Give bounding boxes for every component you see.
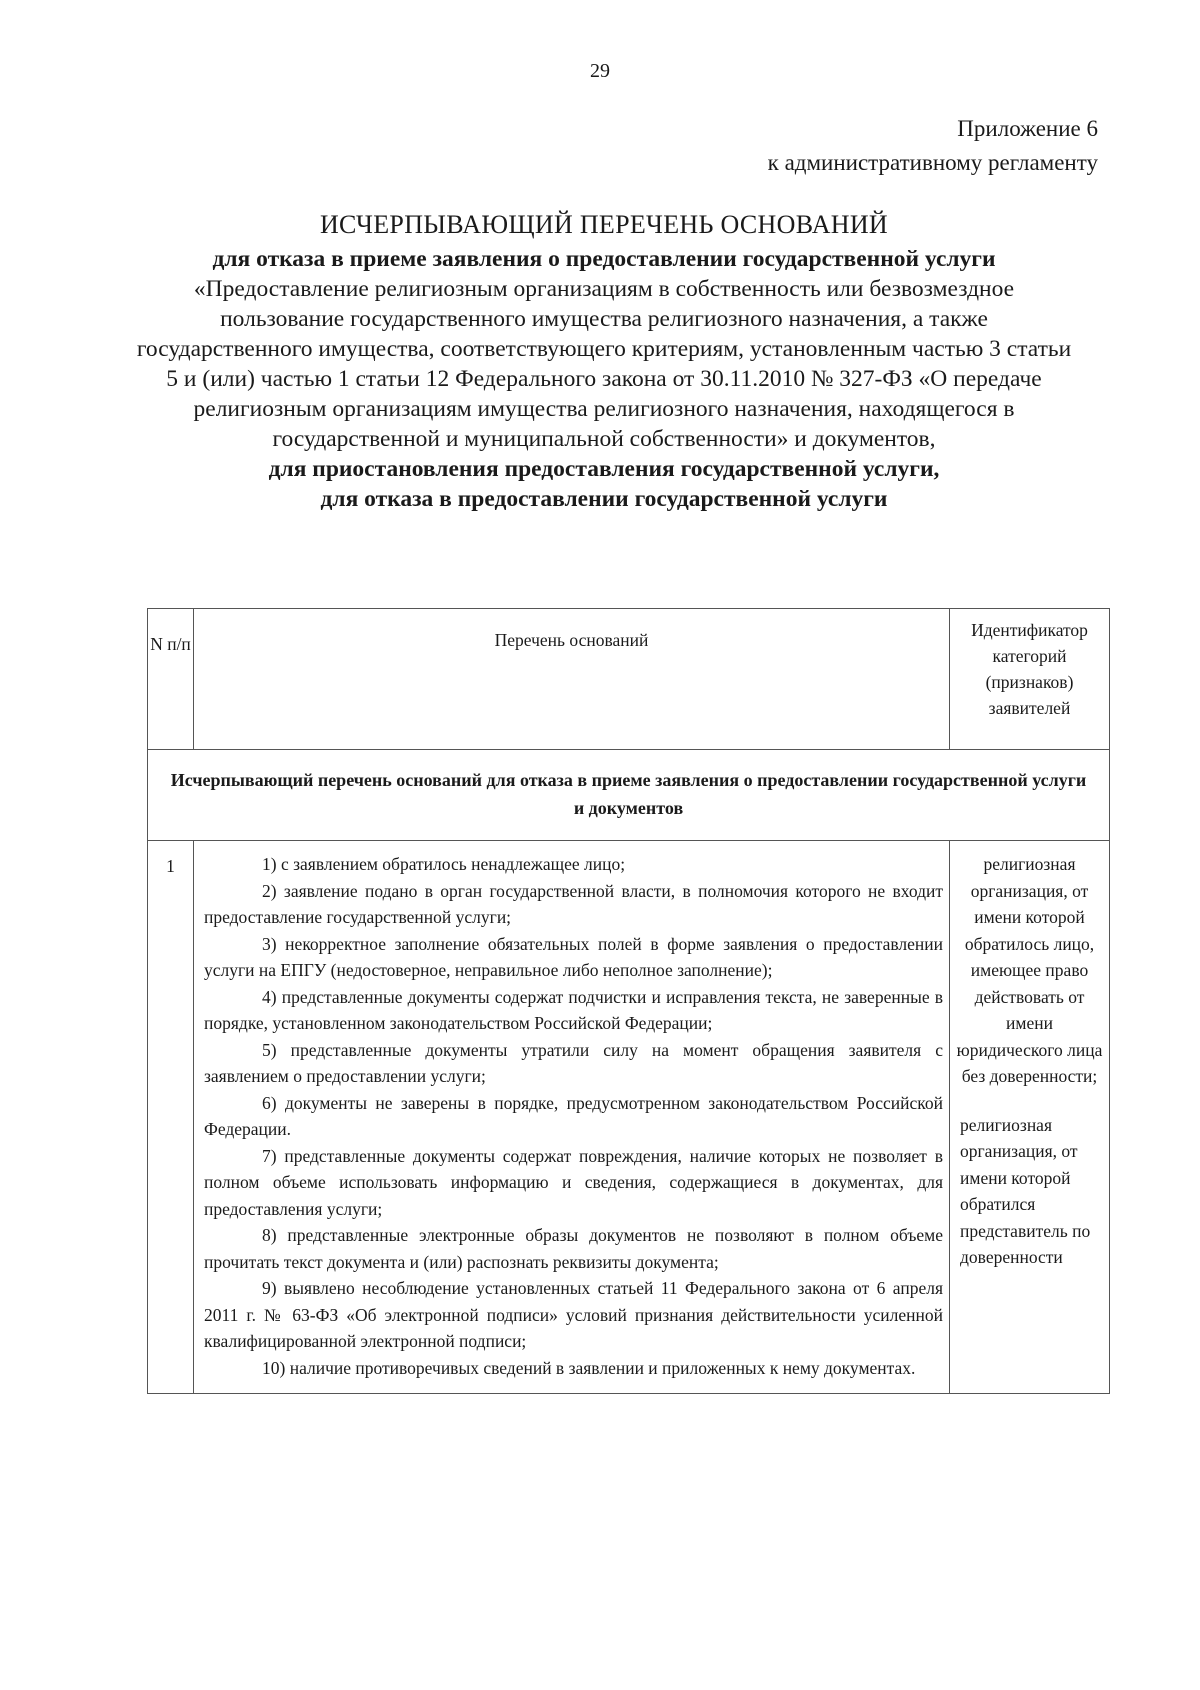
list-item: 10) наличие противоречивых сведений в заявлении и приложенных к нему документах. xyxy=(262,1357,916,1378)
identifier-category-2: религиозная организация, от имени которой обратился представитель по доверенности xyxy=(960,1114,1091,1267)
list-item: 8) представленные электронные образы документов не позволяют в полном объеме прочитать текст документа и (или) распознать реквизиты документа; xyxy=(204,1225,943,1272)
appendix-note xyxy=(768,112,1098,180)
page-number: 29 xyxy=(590,60,610,82)
header-identifier: Идентификатор категорий (признаков) заявителей xyxy=(950,609,1110,750)
list-item: 9) выявлено несоблюдение установленных статьей 11 Федерального закона от 6 апреля 2011 г. № 63-ФЗ «Об электронной подписи» условий признания действительности усиленной квалифицированной электронной подписи; xyxy=(204,1278,943,1351)
document-title xyxy=(130,210,1078,514)
appendix-line-1: Приложение 6 xyxy=(957,116,1098,141)
title-body: «Предоставление религиозным организациям в собственность или безвозмездное пользование государственного имущества религиозного назначения, а также государственного имущества, соответствующего критериям, установленным частью 3 статьи 5 и (или) частью 1 статьи 12 Федерального закона от 30.11.2010 № 327-ФЗ «О передаче религиозным организациям имущества религиозного назначения, находящегося в государственной и муниципальной собственности» и документов, xyxy=(136,276,1072,452)
list-item: 4) представленные документы содержат подчистки и исправления текста, не заверенные в порядке, установленном законодательством Российской Федерации; xyxy=(204,986,943,1033)
title-bold-line-2: для приостановления предоставления государственной услуги, xyxy=(268,456,940,482)
section-row xyxy=(148,750,1110,841)
list-item: 5) представленные документы утратили силу на момент обращения заявителя с заявлением о предоставлении услуги; xyxy=(204,1039,943,1086)
title-bold-line-1: для отказа в приеме заявления о предоставлении государственной услуги xyxy=(212,246,996,272)
applicant-identifiers xyxy=(950,841,1110,1394)
reasons-table xyxy=(147,608,1110,1394)
header-list: Перечень оснований xyxy=(194,609,950,750)
list-item: 6) документы не заверены в порядке, предусмотренном законодательством Российской Федерации. xyxy=(204,1092,943,1139)
header-num: N п/п xyxy=(148,609,194,750)
list-item: 1) с заявлением обратилось ненадлежащее лицо; xyxy=(262,854,626,874)
list-item: 7) представленные документы содержат повреждения, наличие которых не позволяет в полном объеме использовать информацию и сведения, содержащиеся в документах, для предоставления услуги; xyxy=(204,1145,943,1219)
table-row xyxy=(148,841,1110,1394)
appendix-line-2: к административному регламенту xyxy=(767,150,1098,175)
identifier-category-1: религиозная организация, от имени которой обратилось лицо, имеющее право действовать от имени юридического лица без доверенности; xyxy=(956,854,1103,1086)
row-number: 1 xyxy=(148,841,194,1394)
list-item: 3) некорректное заполнение обязательных полей в форме заявления о предоставлении услуги на ЕПГУ (недостоверное, неправильное либо неполное заполнение); xyxy=(204,933,943,980)
reasons-list xyxy=(194,841,950,1394)
section-title: Исчерпывающий перечень оснований для отказа в приеме заявления о предоставлении государственной услуги и документов xyxy=(148,750,1110,841)
table-header-row xyxy=(148,609,1110,750)
title-bold-line-3: для отказа в предоставлении государственной услуги xyxy=(320,486,888,512)
list-item: 2) заявление подано в орган государственной власти, в полномочия которого не входит предоставление государственной услуги; xyxy=(204,880,943,927)
title-main: ИСЧЕРПЫВАЮЩИЙ ПЕРЕЧЕНЬ ОСНОВАНИЙ xyxy=(319,210,889,239)
